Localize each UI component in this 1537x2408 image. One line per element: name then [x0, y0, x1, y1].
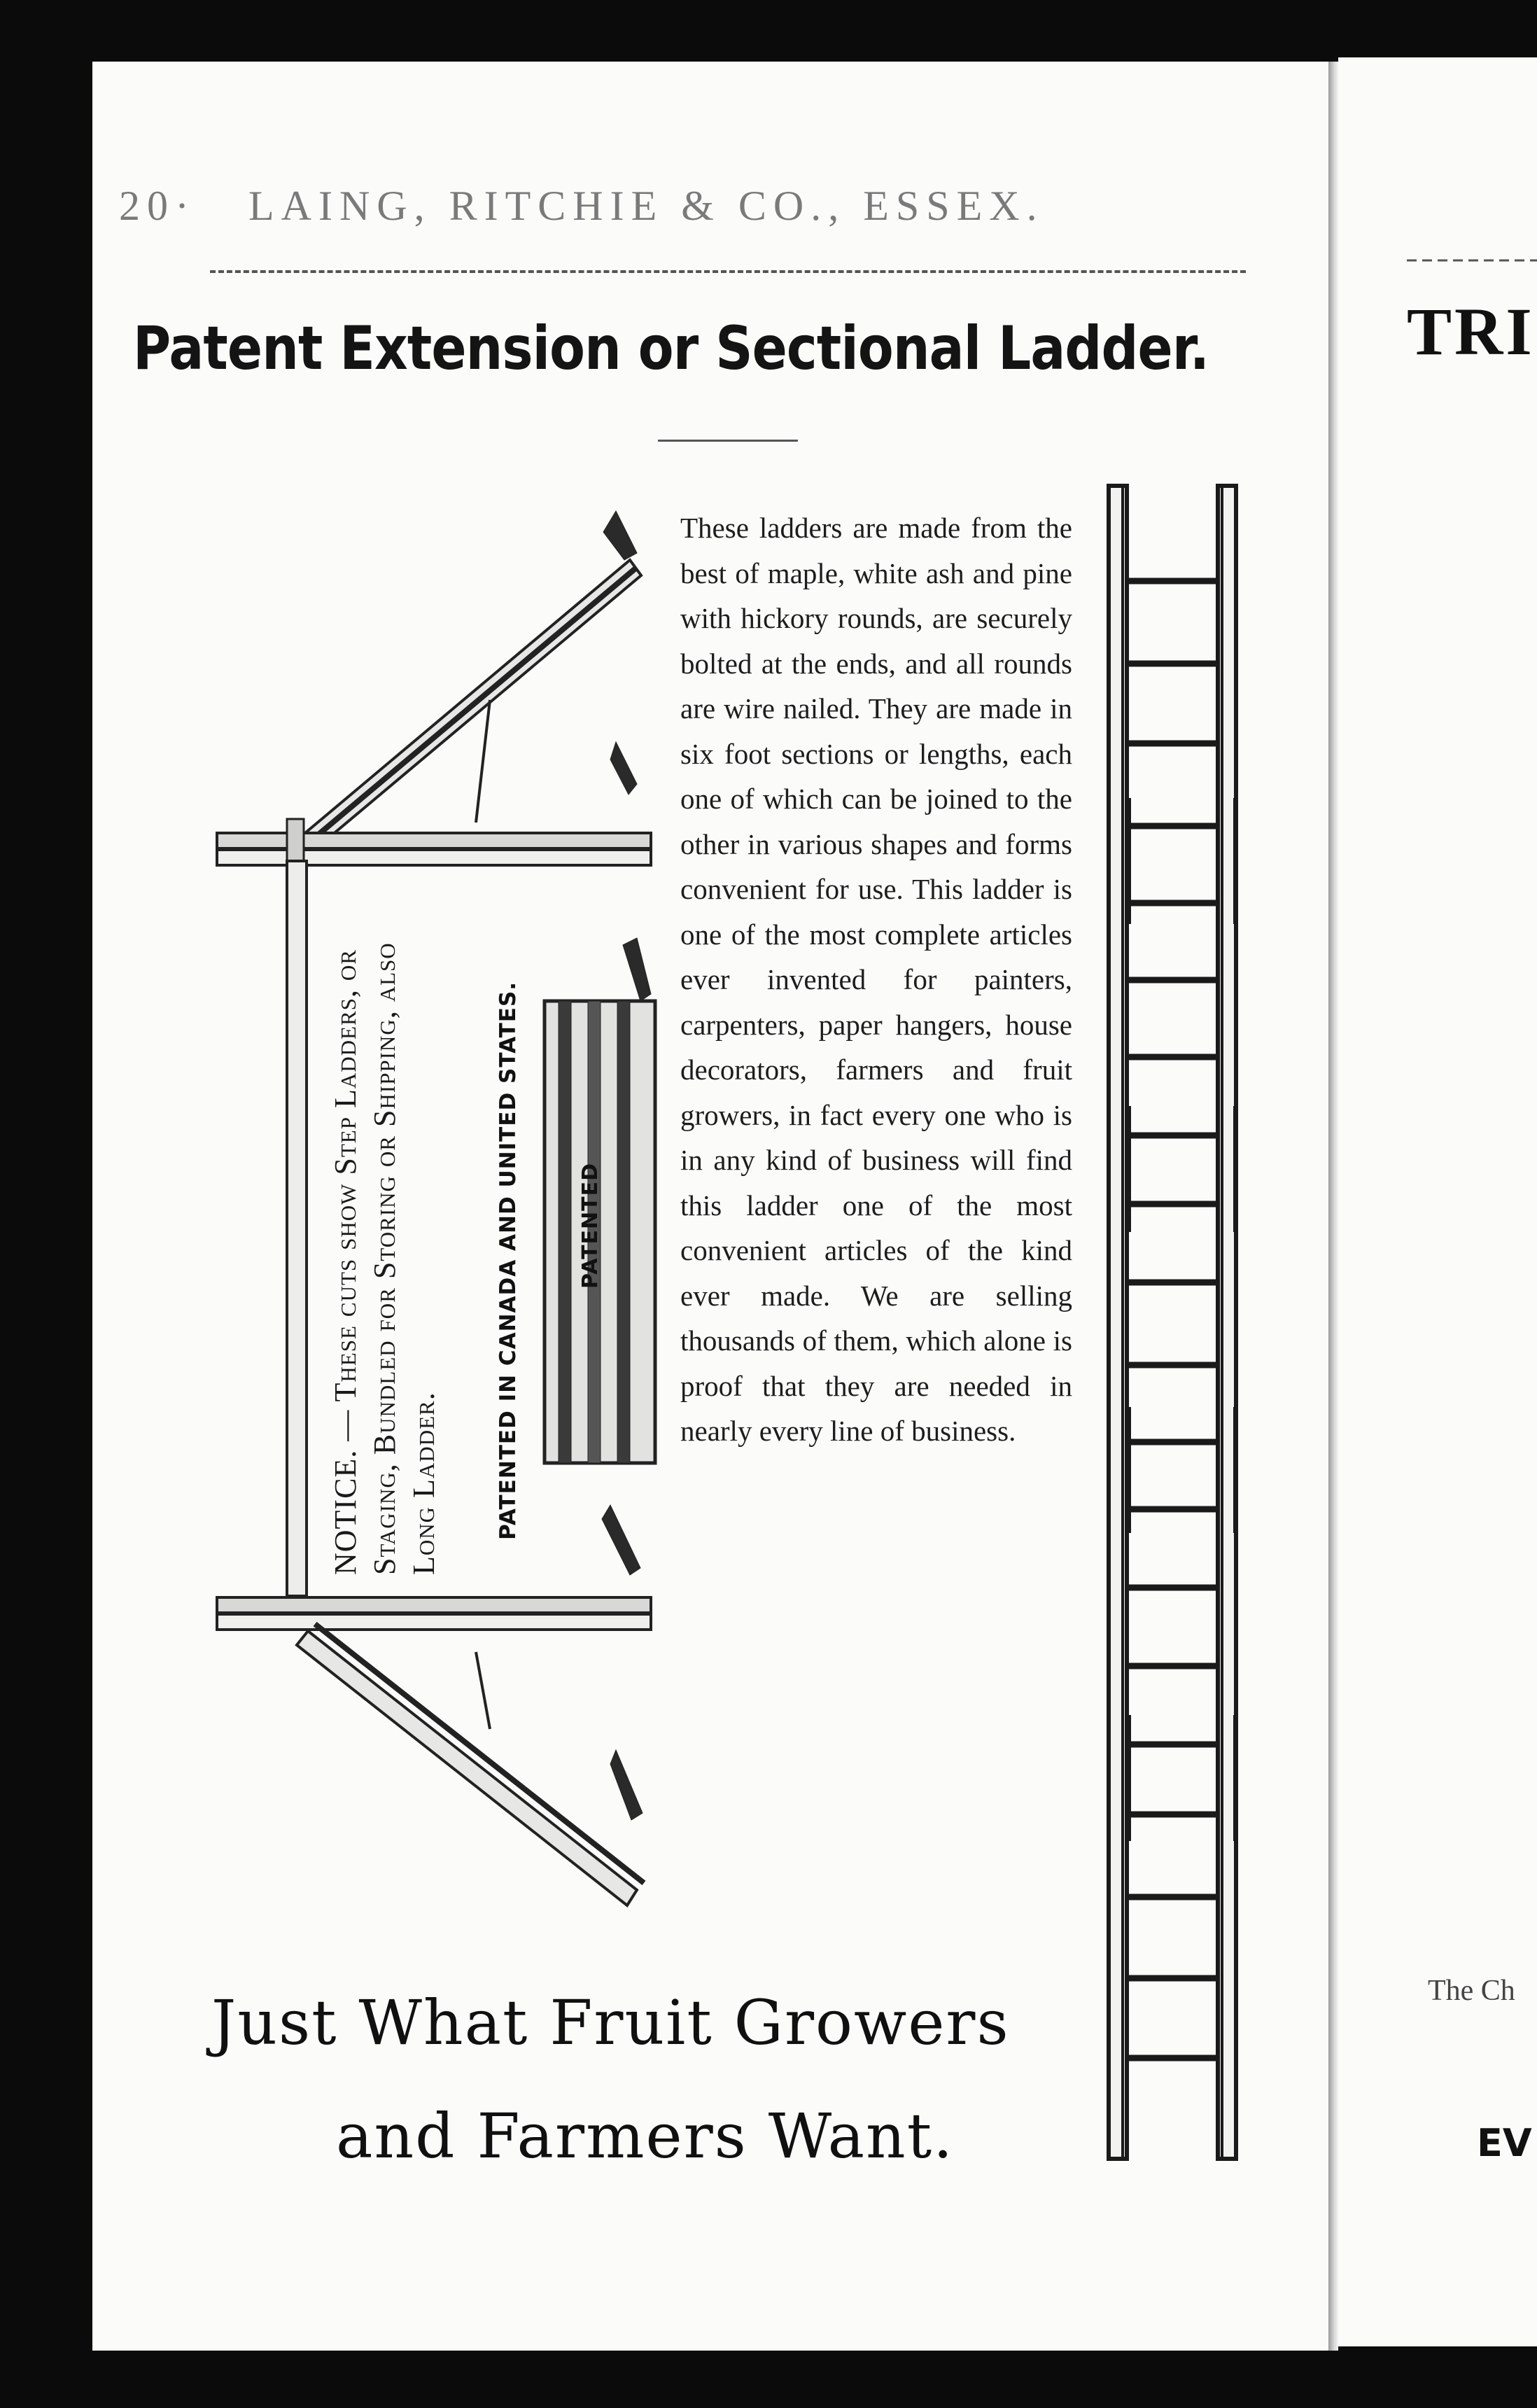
tagline-line-2: and Farmers Want.: [336, 2100, 955, 2172]
ladder-description: These ladders are made from the best of maple, white ash and pine with hickory rounds, are securely bolted at the ends, and all rounds are wire nailed. They are made in six foot sections or lengths, each one of which can be joined to the other in various shapes and forms convenient for use. This ladder is one of the most complete articles ever invented for painters, carpenters, paper hangers, house decorators, farmers and fruit growers, in fact every one who is in any kind of business will find this ladder one of the most convenient articles of the kind ever made. We are selling thousands of them, which alone is proof that they are needed in nearly every line of business.: [680, 512, 1072, 1447]
step-ladder-top-rail: [217, 819, 651, 865]
step-ladder-post: [287, 861, 307, 1596]
extension-ladder: [1109, 486, 1236, 2159]
illustration-notice: NOTICE. — These cuts show Step Ladders, or Staging, Bundled for Storing or Shipping, also Long Ladder.: [328, 942, 441, 1575]
step-ladder-bottom-leg: [297, 1624, 644, 1905]
tagline-line-1: Just What Fruit Growers: [211, 1987, 1010, 2059]
page-number: 20·: [119, 183, 196, 229]
adjacent-page-heading: TRI: [1407, 294, 1535, 369]
step-ladder-top-leg: [301, 511, 641, 850]
patent-statement: PATENTED IN CANADA AND UNITED STATES.: [496, 981, 521, 1540]
bundle-patented-label: PATENTED: [578, 1162, 603, 1289]
adjacent-page-bold-text: EV: [1477, 2121, 1532, 2165]
publisher-name: LAING, RITCHIE & CO., ESSEX.: [248, 183, 1044, 229]
adjacent-page-caption: The Ch: [1428, 1975, 1515, 2007]
page-title: Patent Extension or Sectional Ladder.: [133, 314, 1209, 384]
